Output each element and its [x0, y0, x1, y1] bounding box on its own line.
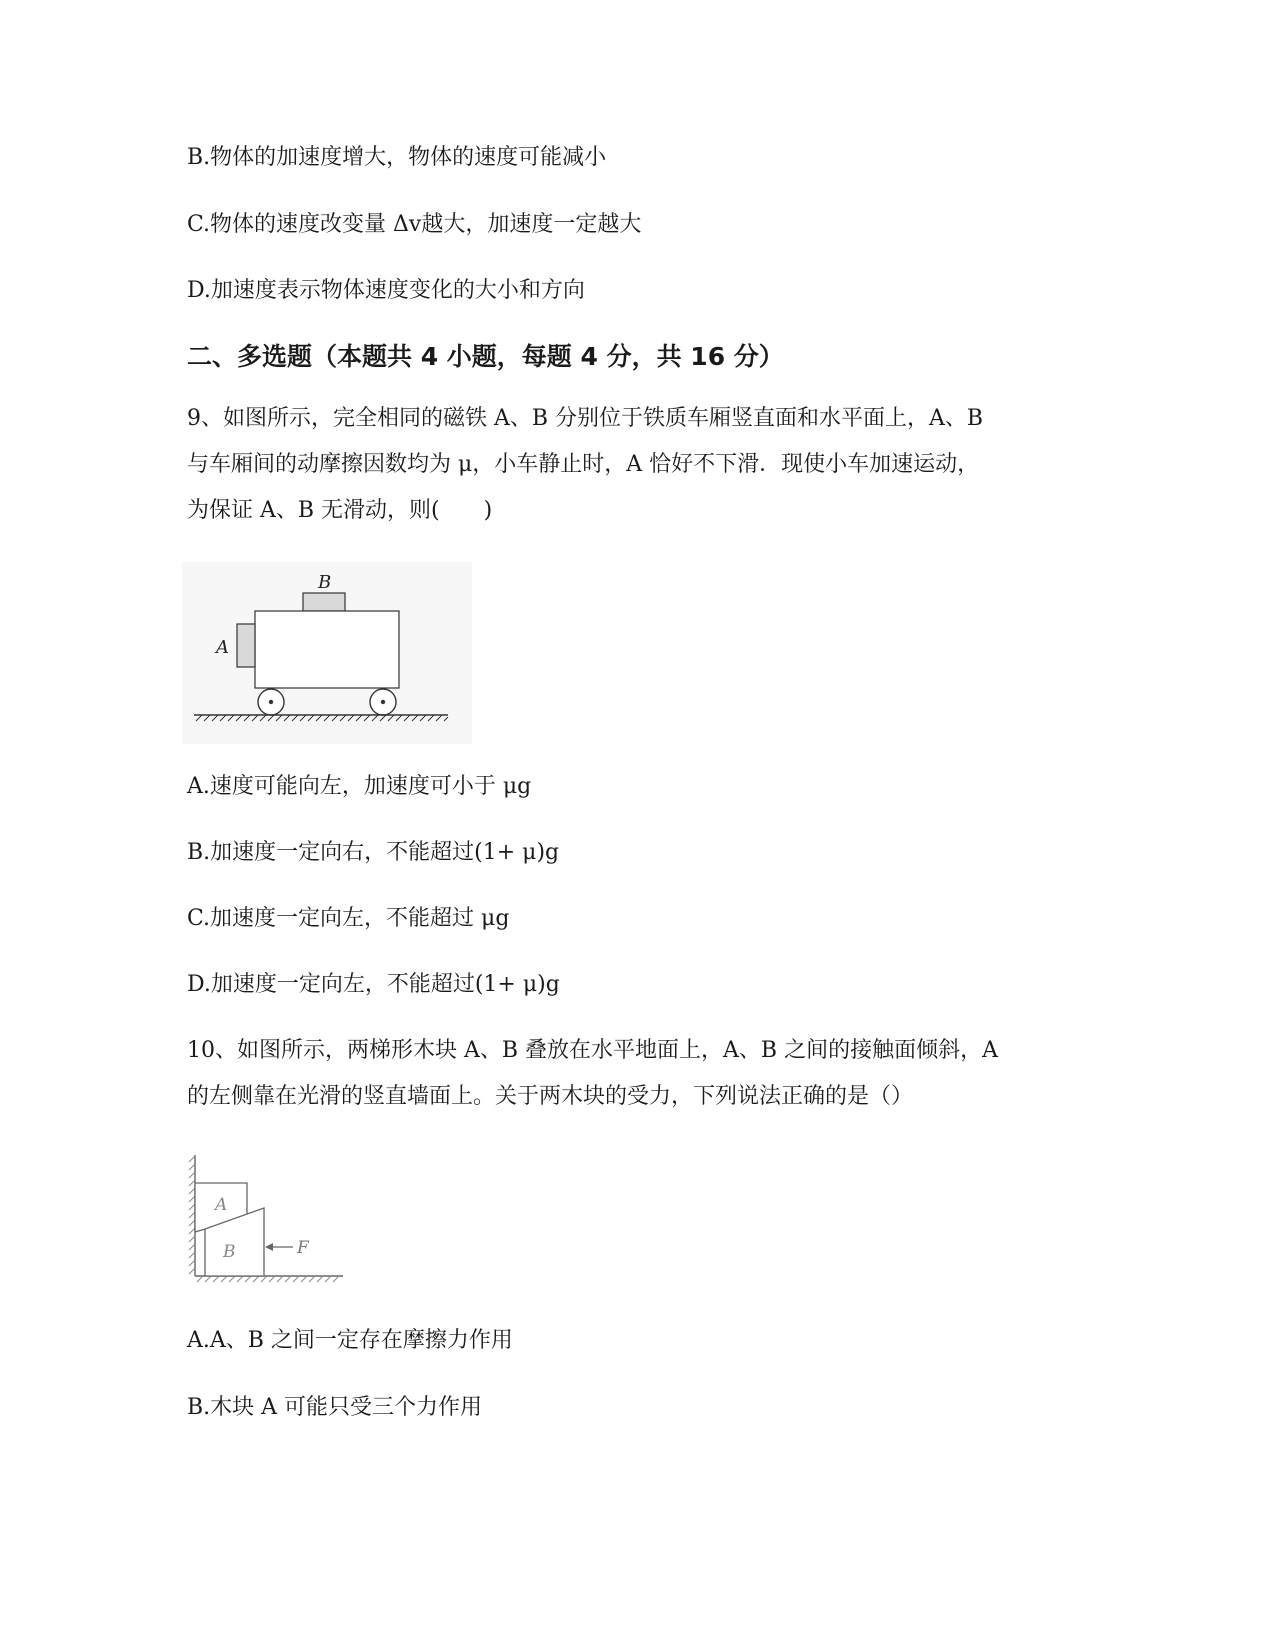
cart-body — [255, 611, 399, 688]
q9-stem-line-1: 9、如图所示，完全相同的磁铁 A、B 分别位于铁质车厢竖直面和水平面上，A、B — [187, 406, 984, 431]
q9-option-c: C.加速度一定向左，不能超过 μg — [187, 906, 510, 931]
section-heading: 二、多选题（本题共 4 小题，每题 4 分，共 16 分） — [187, 342, 784, 371]
q9-stem-line-3: 为保证 A、B 无滑动，则( ) — [187, 498, 493, 523]
floor-hatching — [197, 1276, 339, 1282]
magnet-a — [237, 624, 255, 667]
q8-option-d: D.加速度表示物体速度变化的大小和方向 — [187, 278, 585, 303]
q10-option-b: B.木块 A 可能只受三个力作用 — [187, 1395, 483, 1420]
block-b-label: B — [223, 1242, 236, 1262]
wall-hatching — [189, 1156, 195, 1274]
q9-option-b: B.加速度一定向右，不能超过(1+ μ)g — [187, 840, 560, 865]
q8-option-b: B.物体的加速度增大，物体的速度可能减小 — [187, 145, 607, 170]
figure-label-a: A — [216, 637, 229, 658]
q9-option-a: A.速度可能向左，加速度可小于 μg — [187, 774, 532, 799]
q10-option-a: A.A、B 之间一定存在摩擦力作用 — [187, 1328, 513, 1353]
q9-figure-cart — [182, 562, 472, 748]
q10-figure-blocks — [185, 1150, 355, 1289]
q10-stem-line-2: 的左侧靠在光滑的竖直墙面上。关于两木块的受力，下列说法正确的是（） — [187, 1084, 914, 1109]
force-label: F — [297, 1238, 309, 1258]
magnet-b — [303, 593, 345, 611]
q9-stem-line-2: 与车厢间的动摩擦因数均为 μ，小车静止时，A 恰好不下滑．现使小车加速运动， — [187, 452, 980, 477]
q10-stem-line-1: 10、如图所示，两梯形木块 A、B 叠放在水平地面上，A、B 之间的接触面倾斜，A — [187, 1038, 998, 1063]
figure-label-b: B — [318, 572, 332, 593]
q8-option-c: C.物体的速度改变量 Δv越大，加速度一定越大 — [187, 212, 642, 237]
block-a-label: A — [215, 1195, 228, 1215]
q9-option-d: D.加速度一定向左，不能超过(1+ μ)g — [187, 972, 560, 997]
